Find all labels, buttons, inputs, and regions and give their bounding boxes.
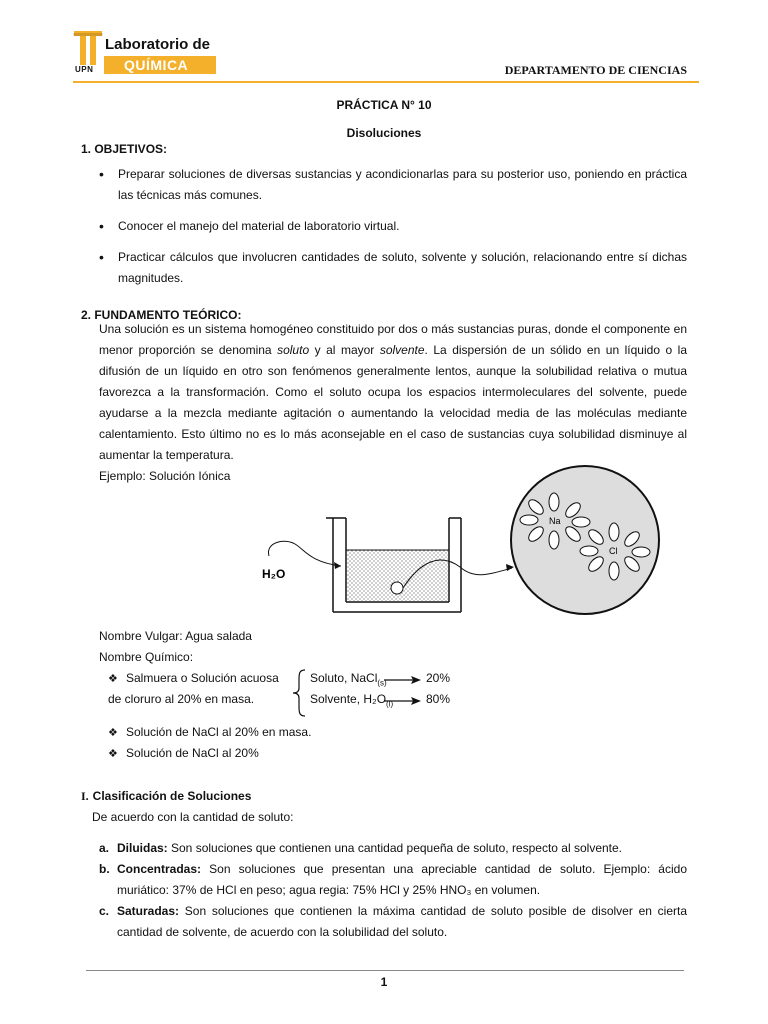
practice-title: PRÁCTICA N° 10 bbox=[336, 98, 432, 112]
classification-heading: I. Clasificación de Soluciones bbox=[81, 789, 252, 803]
objective-item: • Practicar cálculos que involucren cantidades de soluto, solvente y solución, relacionando entre sí dichas magnitudes. bbox=[99, 247, 687, 289]
ionic-solution-diagram bbox=[255, 462, 665, 622]
theory-heading: 2. FUNDAMENTO TEÓRICO: bbox=[81, 308, 242, 322]
arrow-right-icon bbox=[384, 674, 422, 686]
objective-item: • Conocer el manejo del material de laboratorio virtual. bbox=[99, 216, 687, 237]
particle bbox=[391, 582, 403, 594]
solvent-line: Solvente, $H_2O_{(l)}$ bbox=[310, 692, 394, 709]
list-item: c. Saturadas: Son soluciones que contienen la máxima cantidad de soluto posible de disolver en cierta cantidad de solvente, de acuerdo con la solubilidad del soluto. bbox=[99, 904, 687, 939]
ion-na-label: Na bbox=[549, 516, 561, 526]
ion-cl-label: Cl bbox=[609, 546, 618, 556]
list-item: a. Diluidas: Son soluciones que contienen una cantidad pequeña de soluto, respecto al solvente. bbox=[99, 841, 623, 855]
department-name: DEPARTAMENTO DE CIENCIAS bbox=[504, 63, 687, 77]
water-arrow bbox=[268, 541, 341, 566]
logo-mark: UPN bbox=[75, 65, 94, 74]
diamond-bullet-icon: ❖ bbox=[108, 727, 118, 739]
objectives-heading: 1. OBJETIVOS: bbox=[81, 142, 168, 156]
logo-title: Laboratorio de bbox=[105, 36, 211, 53]
salmuera-line-1: ❖ Salmuera o Solución acuosa bbox=[108, 671, 279, 685]
classification-intro: De acuerdo con la cantidad de soluto: bbox=[92, 810, 294, 824]
common-name: Nombre Vulgar: Agua salada bbox=[99, 629, 252, 643]
arrow-right-icon bbox=[384, 695, 422, 707]
logo-band bbox=[104, 56, 216, 74]
curly-brace-icon bbox=[291, 668, 307, 718]
objective-item: • Preparar soluciones de diversas sustancias y acondicionarlas para su posterior uso, poniendo en práctica las técnicas más comunes. bbox=[99, 164, 687, 206]
term-solvente: solvente bbox=[379, 343, 425, 357]
objectives-list bbox=[99, 164, 687, 299]
footer-rule bbox=[86, 970, 684, 971]
salmuera-line-2: de cloruro al 20% en masa. bbox=[108, 692, 255, 706]
diamond-bullet-icon: ❖ bbox=[108, 673, 118, 685]
practice-subject: Disoluciones bbox=[346, 126, 422, 140]
chemical-name-label: Nombre Químico: bbox=[99, 650, 194, 664]
list-item: b. Concentradas: Son soluciones que presentan una apreciable cantidad de soluto. Ejemplo: ácido muriático: 37% de HCl en peso; agua regia: 75% HCl y 25% HNO₃ en volumen. bbox=[99, 862, 687, 897]
theory-paragraph: Una solución es un sistema homogéneo constituido por dos o más sustancias puras, donde el componente en menor proporción se denomina soluto y al mayor solvente. La dispersión de un sólido en un líquido o la difusión de un líquido en otro son fenómenos generalmente lentos, aunque la solubilidad relativa o mutua favorezca a la transformación. Como el soluto ocupa los espacios intermoleculares del solvente, puede ayudarse a la mezcla mediante agitación o aumentando la velocidad media de las moléculas mediante calentamiento. Esto último no es lo más aconsejable en el caso de sustancias cuya solubilidad disminuye al aumentar la temperatura. bbox=[99, 322, 688, 462]
page-number: 1 bbox=[380, 975, 388, 989]
solute-percent: 20% bbox=[426, 671, 451, 685]
logo-band-label: QUÍMICA bbox=[124, 57, 189, 73]
term-soluto: soluto bbox=[277, 343, 310, 357]
example-label: Ejemplo: Solución Iónica bbox=[99, 469, 231, 483]
solute-line: Soluto, NaCl$_{(s)}$ bbox=[310, 671, 387, 688]
solvent-percent: 80% bbox=[426, 692, 451, 706]
water-label: H₂O bbox=[262, 567, 286, 581]
alt-name-2: ❖ Solución de NaCl al 20% bbox=[108, 746, 259, 760]
header-rule bbox=[73, 81, 699, 83]
classification-list bbox=[99, 838, 687, 943]
diamond-bullet-icon: ❖ bbox=[108, 748, 118, 760]
alt-name-1: ❖ Solución de NaCl al 20% en masa. bbox=[108, 725, 312, 739]
